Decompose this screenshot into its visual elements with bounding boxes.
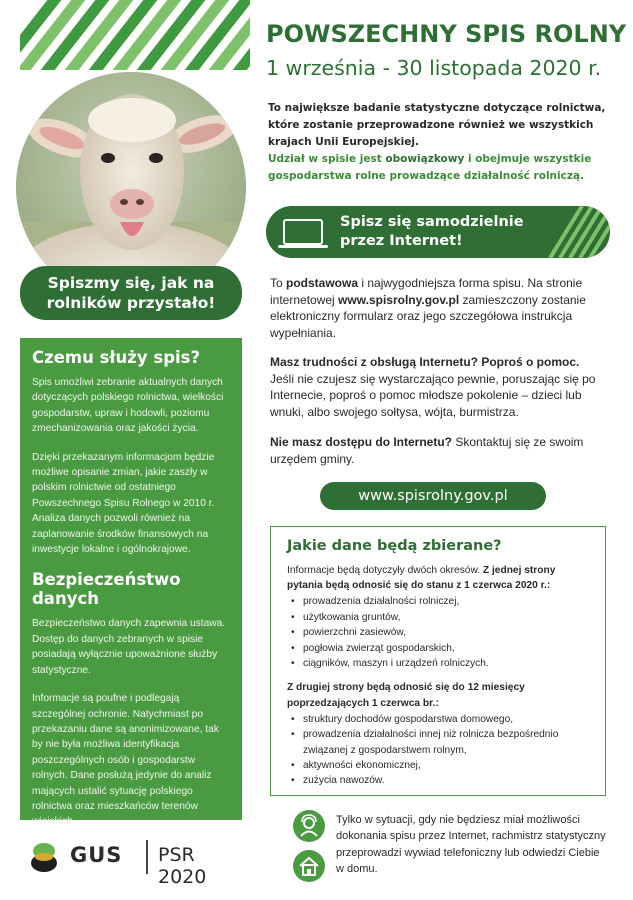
online-p1-emphasis: podstawowa — [286, 276, 359, 290]
online-p1-url: www.spisrolny.gov.pl — [338, 292, 460, 307]
list-item: • ciągników, maszyn i urządzeń rolniczych. — [287, 656, 593, 671]
online-paragraph-2 — [270, 354, 600, 420]
phone-person-icon — [293, 810, 325, 842]
purpose-heading: Czemu służy spis? — [32, 348, 201, 367]
gus-wordmark: GUS — [70, 843, 123, 867]
list-item: • prowadzenia działalności rolniczej, — [287, 594, 593, 609]
list-item: • powierzchni zasiewów, — [287, 625, 593, 640]
data-list-2 — [287, 712, 593, 789]
list-item: • aktywności ekonomicznej, — [287, 758, 593, 773]
gus-logo-mark — [30, 842, 58, 872]
online-paragraph-3 — [270, 434, 600, 467]
online-p1-a: To — [270, 276, 287, 290]
page-title: POWSZECHNY SPIS ROLNY — [266, 20, 627, 48]
online-p3-text: Skontaktuj się ze swoim urzędem gminy. — [270, 435, 584, 466]
website-link-button[interactable]: www.spisrolny.gov.pl — [320, 482, 546, 510]
online-p2-text: Jeśli nie czujesz się wystarczająco pewnie, poruszając się po Internecie, poproś o pomoc młodsze pokolenie – dzieci lub wnuki, albo swojego sołtysa, wójta, burmistrza. — [270, 371, 596, 419]
security-heading: Bezpieczeństwo danych — [32, 570, 181, 609]
decorative-pill-stripes — [540, 206, 610, 258]
slogan-line-1: Spiszmy się, jak na — [47, 274, 215, 292]
data-box-intro — [287, 563, 593, 593]
intro-obligation-part-1: Udział w spisie jest — [268, 153, 386, 165]
online-paragraph-1 — [270, 275, 600, 341]
psr-wordmark: PSR 2020 — [158, 844, 207, 888]
sidebar-panel — [20, 338, 242, 828]
logo-divider — [146, 840, 148, 874]
intro-lead: To największe badanie statystyczne dotyczące rolnictwa, które zostanie przeprowadzone również we wszystkich krajach Unii Europejskiej. — [268, 102, 606, 148]
data-collected-box — [270, 526, 606, 796]
data-box-intro-b: Z jednej strony pytania będą odnosić się do stanu z 1 czerwca 2020 r.: — [287, 565, 556, 592]
intro-obligation-part-2: i obejmuje wszystkie gospodarstwa rolne prowadzące działalność rolniczą. — [268, 153, 592, 182]
census-dates: 1 września - 30 listopada 2020 r. — [266, 56, 602, 80]
list-item: • użytkowania gruntów, — [287, 610, 593, 625]
intro-obligation-emphasis: obowiązkowy — [385, 153, 465, 165]
security-paragraph-2: Informacje są poufne i podlegają szczególnej ochronie. Natychmiast po przekazaniu dane są anonimizowane, tak by nie była możliwa identyfikacja poszczególnych osób i gospodarstw rolnych. Dane posłużą jedynie do analiz mających ustalić sytuację polskiego rolnictwa oraz mieszkańców terenów wiejskich. — [32, 693, 219, 828]
purpose-paragraph-1: Spis umożliwi zebranie aktualnych danych dotyczących polskiego rolnictwa, wielkości gospodarstw, upraw i hodowli, poziomu zmechanizowania oraz jakości życia. — [32, 377, 224, 435]
list-item: • prowadzenia działalności innej niż rolnicza bezpośrednio związanej z gospodarstwem rolnym, — [287, 727, 593, 758]
list-item: • struktury dochodów gospodarstwa domowego, — [287, 712, 593, 727]
data-box-second-period: Z drugiej strony będą odnosić się do 12 miesięcy poprzedzających 1 czerwca br.: — [287, 682, 525, 709]
data-box-heading: Jakie dane będą zbierane? — [287, 538, 502, 554]
online-p1-c: i najwygodniejsza forma spisu. Na stronie internetowej — [270, 276, 583, 307]
online-p1-e: zamieszczony zostanie elektroniczny formularz oraz jego szczegółowa instrukcja wypełniania. — [270, 292, 586, 340]
online-p3-heading: Nie masz dostępu do Internetu? — [270, 435, 453, 449]
data-list-1 — [287, 594, 593, 671]
online-p2-heading: Masz trudności z obsługą Internetu? Poproś o pomoc. — [270, 355, 580, 369]
gus-psr-logo — [30, 838, 230, 888]
internet-banner-line-1: Spisz się samodzielnie — [340, 214, 524, 230]
decorative-stripes — [20, 0, 250, 70]
intro-obligation — [268, 151, 613, 185]
internet-banner-line-2: przez Internet! — [340, 233, 463, 249]
security-paragraph-1: Bezpieczeństwo danych zapewnia ustawa. Dostęp do danych zebranych w spisie posiadają wyłącznie upoważnione służby statystyczne. — [32, 618, 226, 676]
laptop-icon — [278, 218, 328, 250]
internet-banner-label — [340, 213, 524, 251]
slogan-line-2: rolników przystało! — [46, 294, 216, 312]
slogan-banner — [20, 266, 242, 320]
internet-banner — [266, 206, 610, 258]
purpose-paragraph-2: Dzięki przekazanym informacjom będzie możliwe opisanie zmian, jakie zaszły w polskim rolnictwie od ostatniego Powszechnego Spisu Rolnego w 2010 r. Analiza danych pozwoli również na zaplanowanie środków finansowych na inwestycje lokalne i ogólnokrajowe. — [32, 451, 215, 556]
list-item: • pogłowia zwierząt gospodarskich, — [287, 641, 593, 656]
footer-note: Tylko w sytuacji, gdy nie będziesz miał możliwości dokonania spisu przez Internet, rachmistrz statystyczny przeprowadzi wywiad telefoniczny lub odwiedzi Ciebie w domu. — [336, 814, 606, 875]
list-item: • zużycia nawozów. — [287, 773, 593, 788]
data-box-intro-a: Informacje będą dotyczyły dwóch okresów. — [287, 565, 483, 576]
house-icon — [293, 850, 325, 882]
